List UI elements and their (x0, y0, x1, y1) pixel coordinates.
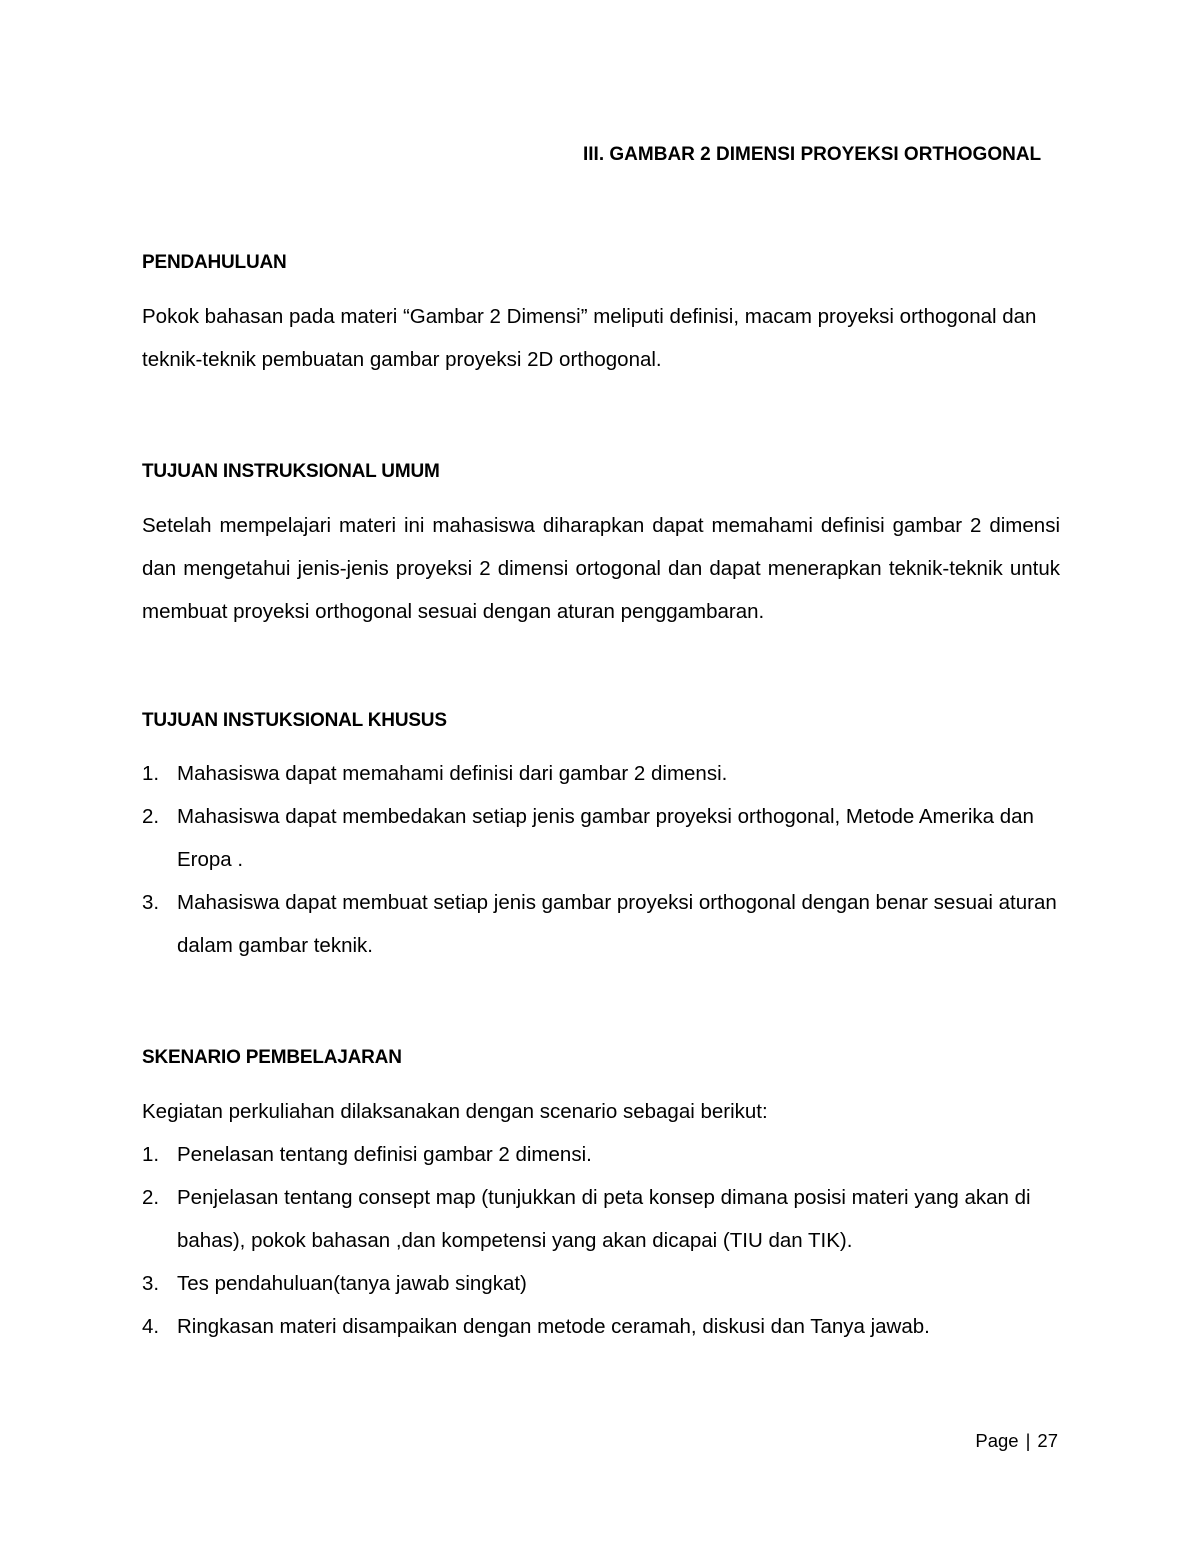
list-item-number: 3. (142, 1272, 160, 1295)
section-skenario (142, 1047, 1060, 1348)
list-item (142, 752, 1060, 795)
list-item-number: 2. (142, 805, 160, 828)
list-item (142, 795, 1060, 881)
list-item-number: 1. (142, 762, 160, 785)
list-item (142, 1176, 1060, 1262)
list-item-text: Penjelasan tentang consept map (tunjukkan di peta konsep dimana posisi materi yang akan di bahas), pokok bahasan ,dan kompetensi yang akan dicapai (TIU dan TIK). (177, 1186, 1031, 1252)
section-heading-tiu: TUJUAN INSTRUKSIONAL UMUM (142, 461, 440, 482)
section-heading-tik: TUJUAN INSTUKSIONAL KHUSUS (142, 710, 447, 731)
chapter-title: III. GAMBAR 2 DIMENSI PROYEKSI ORTHOGONAL (583, 144, 1042, 165)
section-heading-pendahuluan: PENDAHULUAN (142, 252, 287, 273)
list-item (142, 881, 1060, 967)
page-number: 27 (1037, 1430, 1058, 1451)
list-item-text: Tes pendahuluan(tanya jawab singkat) (177, 1272, 527, 1295)
list-item-text: Ringkasan materi disampaikan dengan metode ceramah, diskusi dan Tanya jawab. (177, 1315, 930, 1338)
section-pendahuluan (142, 252, 1060, 381)
list-item-text: Mahasiswa dapat membuat setiap jenis gambar proyeksi orthogonal dengan benar sesuai aturan dalam gambar teknik. (177, 891, 1057, 957)
skenario-list (142, 1133, 1060, 1348)
list-item-text: Penelasan tentang definisi gambar 2 dimensi. (177, 1143, 592, 1166)
tiu-paragraph: Setelah mempelajari materi ini mahasiswa diharapkan dapat memahami definisi gambar 2 dimensi dan mengetahui jenis-jenis proyeksi 2 dimensi ortogonal dan dapat menerapkan teknik-teknik untuk membuat proyeksi orthogonal sesuai dengan aturan penggambaran. (142, 514, 1060, 623)
list-item (142, 1262, 1060, 1305)
pendahuluan-paragraph: Pokok bahasan pada materi “Gambar 2 Dimensi” meliputi definisi, macam proyeksi orthogonal dan teknik-teknik pembuatan gambar proyeksi 2D orthogonal. (142, 305, 1037, 371)
section-tik (142, 710, 1060, 967)
page-footer (975, 1430, 1058, 1452)
list-item-number: 2. (142, 1186, 160, 1209)
list-item-number: 4. (142, 1315, 160, 1338)
page-label: Page (975, 1430, 1019, 1451)
list-item (142, 1133, 1060, 1176)
skenario-intro: Kegiatan perkuliahan dilaksanakan dengan scenario sebagai berikut: (142, 1100, 768, 1123)
section-heading-skenario: SKENARIO PEMBELAJARAN (142, 1047, 402, 1068)
list-item-text: Mahasiswa dapat memahami definisi dari gambar 2 dimensi. (177, 762, 728, 785)
tik-list (142, 752, 1060, 967)
list-item-text: Mahasiswa dapat membedakan setiap jenis gambar proyeksi orthogonal, Metode Amerika dan Eropa . (177, 805, 1034, 871)
list-item-number: 1. (142, 1143, 160, 1166)
list-item (142, 1305, 1060, 1348)
list-item-number: 3. (142, 891, 160, 914)
page-separator: | (1025, 1430, 1031, 1451)
section-tiu (142, 461, 1060, 633)
